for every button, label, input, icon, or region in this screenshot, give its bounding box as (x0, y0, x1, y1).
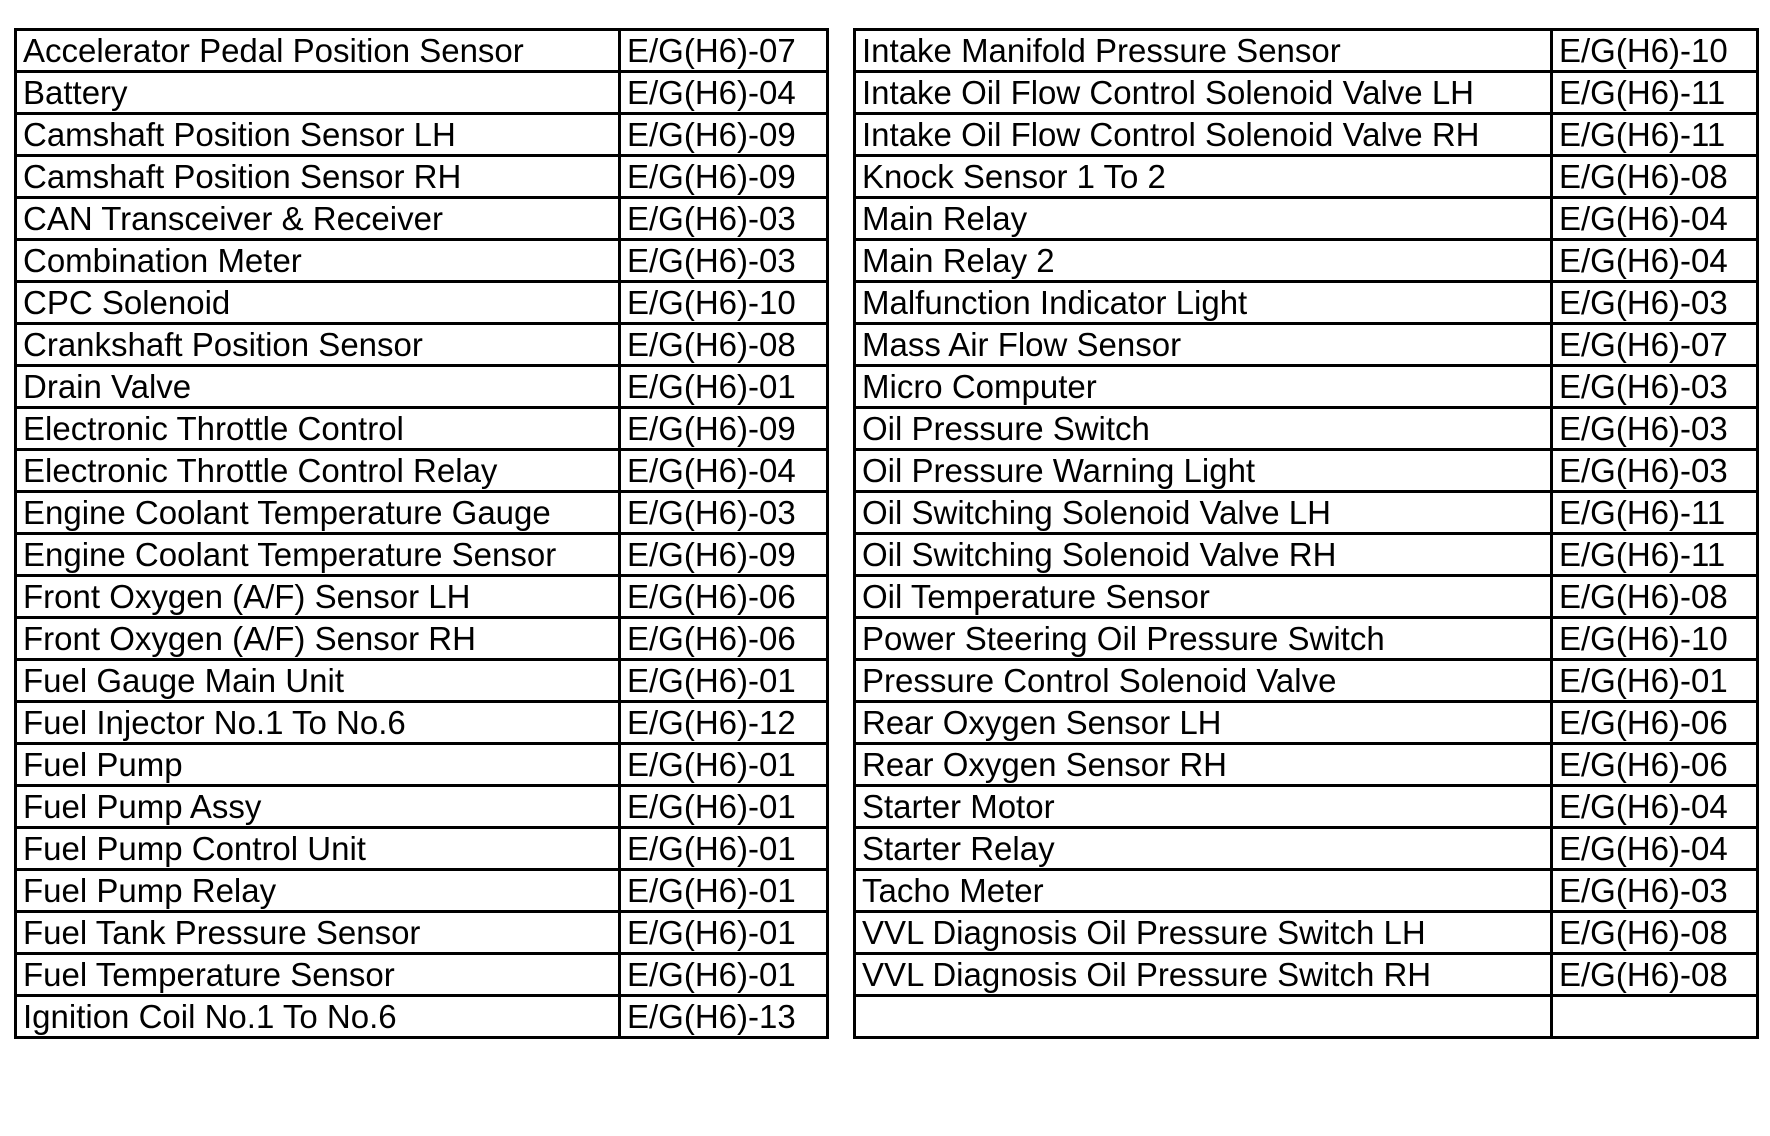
table-row (855, 114, 1758, 156)
diagram-reference-cell (1552, 996, 1758, 1038)
component-name-cell: Fuel Pump Relay (16, 870, 620, 912)
diagram-reference-cell: E/G(H6)-09 (620, 534, 828, 576)
component-name-cell: Electronic Throttle Control Relay (16, 450, 620, 492)
component-name-cell: Electronic Throttle Control (16, 408, 620, 450)
diagram-reference-cell: E/G(H6)-09 (620, 408, 828, 450)
component-name-cell: Fuel Pump (16, 744, 620, 786)
table-row (855, 870, 1758, 912)
table-row (16, 744, 828, 786)
left-table-body (16, 30, 828, 1038)
component-name-cell: Fuel Gauge Main Unit (16, 660, 620, 702)
table-row (855, 744, 1758, 786)
diagram-reference-cell: E/G(H6)-06 (620, 618, 828, 660)
table-row (855, 954, 1758, 996)
diagram-reference-cell: E/G(H6)-03 (620, 240, 828, 282)
table-row (16, 996, 828, 1038)
table-row (16, 954, 828, 996)
table-row (855, 282, 1758, 324)
component-name-cell: Ignition Coil No.1 To No.6 (16, 996, 620, 1038)
component-name-cell: Battery (16, 72, 620, 114)
table-row (16, 534, 828, 576)
component-name-cell: VVL Diagnosis Oil Pressure Switch LH (855, 912, 1552, 954)
table-row (16, 492, 828, 534)
table-row (855, 156, 1758, 198)
diagram-reference-cell: E/G(H6)-01 (620, 870, 828, 912)
table-row (16, 408, 828, 450)
component-name-cell (855, 996, 1552, 1038)
table-row (16, 660, 828, 702)
table-row (16, 324, 828, 366)
component-name-cell: Main Relay (855, 198, 1552, 240)
component-name-cell: Oil Switching Solenoid Valve LH (855, 492, 1552, 534)
component-name-cell: Fuel Injector No.1 To No.6 (16, 702, 620, 744)
table-row (16, 156, 828, 198)
diagram-reference-cell: E/G(H6)-04 (620, 72, 828, 114)
component-name-cell: Drain Valve (16, 366, 620, 408)
diagram-reference-cell: E/G(H6)-10 (620, 282, 828, 324)
table-row (16, 576, 828, 618)
table-row (16, 72, 828, 114)
table-row (16, 828, 828, 870)
component-name-cell: Pressure Control Solenoid Valve (855, 660, 1552, 702)
component-name-cell: Mass Air Flow Sensor (855, 324, 1552, 366)
component-name-cell: Rear Oxygen Sensor RH (855, 744, 1552, 786)
diagram-reference-cell: E/G(H6)-07 (620, 30, 828, 72)
table-row (16, 240, 828, 282)
component-name-cell: Power Steering Oil Pressure Switch (855, 618, 1552, 660)
table-row (855, 618, 1758, 660)
diagram-reference-cell: E/G(H6)-12 (620, 702, 828, 744)
component-name-cell: Oil Temperature Sensor (855, 576, 1552, 618)
component-name-cell: Crankshaft Position Sensor (16, 324, 620, 366)
table-row (16, 198, 828, 240)
diagram-reference-cell: E/G(H6)-03 (1552, 408, 1758, 450)
diagram-reference-cell: E/G(H6)-11 (1552, 534, 1758, 576)
diagram-reference-cell: E/G(H6)-10 (1552, 30, 1758, 72)
diagram-reference-cell: E/G(H6)-09 (620, 114, 828, 156)
diagram-reference-cell: E/G(H6)-07 (1552, 324, 1758, 366)
table-row (16, 366, 828, 408)
table-row (855, 408, 1758, 450)
table-row (855, 912, 1758, 954)
diagram-reference-cell: E/G(H6)-11 (1552, 492, 1758, 534)
table-row (855, 534, 1758, 576)
diagram-reference-cell: E/G(H6)-11 (1552, 114, 1758, 156)
diagram-reference-cell: E/G(H6)-03 (1552, 366, 1758, 408)
table-row (855, 198, 1758, 240)
table-row (16, 30, 828, 72)
diagram-reference-cell: E/G(H6)-03 (620, 198, 828, 240)
component-name-cell: Rear Oxygen Sensor LH (855, 702, 1552, 744)
diagram-reference-cell: E/G(H6)-09 (620, 156, 828, 198)
component-name-cell: Front Oxygen (A/F) Sensor RH (16, 618, 620, 660)
diagram-reference-cell: E/G(H6)-11 (1552, 72, 1758, 114)
component-name-cell: Tacho Meter (855, 870, 1552, 912)
table-row (855, 324, 1758, 366)
component-name-cell: Accelerator Pedal Position Sensor (16, 30, 620, 72)
diagram-reference-cell: E/G(H6)-01 (620, 660, 828, 702)
diagram-reference-cell: E/G(H6)-04 (620, 450, 828, 492)
left-index-table (14, 28, 829, 1039)
diagram-reference-cell: E/G(H6)-03 (620, 492, 828, 534)
table-row (855, 492, 1758, 534)
diagram-reference-cell: E/G(H6)-08 (620, 324, 828, 366)
diagram-reference-cell: E/G(H6)-08 (1552, 156, 1758, 198)
component-name-cell: Micro Computer (855, 366, 1552, 408)
right-table-body (855, 30, 1758, 1038)
component-name-cell: Fuel Temperature Sensor (16, 954, 620, 996)
diagram-reference-cell: E/G(H6)-08 (1552, 576, 1758, 618)
diagram-reference-cell: E/G(H6)-01 (620, 912, 828, 954)
table-row (16, 912, 828, 954)
diagram-reference-cell: E/G(H6)-04 (1552, 786, 1758, 828)
component-name-cell: Knock Sensor 1 To 2 (855, 156, 1552, 198)
component-name-cell: Intake Oil Flow Control Solenoid Valve RH (855, 114, 1552, 156)
diagram-reference-cell: E/G(H6)-01 (1552, 660, 1758, 702)
component-name-cell: Front Oxygen (A/F) Sensor LH (16, 576, 620, 618)
table-row (16, 702, 828, 744)
diagram-reference-cell: E/G(H6)-01 (620, 744, 828, 786)
diagram-reference-cell: E/G(H6)-01 (620, 828, 828, 870)
table-row (855, 702, 1758, 744)
diagram-reference-cell: E/G(H6)-03 (1552, 282, 1758, 324)
diagram-reference-cell: E/G(H6)-01 (620, 366, 828, 408)
diagram-reference-cell: E/G(H6)-01 (620, 786, 828, 828)
table-row (855, 450, 1758, 492)
component-name-cell: Oil Switching Solenoid Valve RH (855, 534, 1552, 576)
diagram-reference-cell: E/G(H6)-08 (1552, 912, 1758, 954)
diagram-reference-cell: E/G(H6)-04 (1552, 828, 1758, 870)
diagram-reference-cell: E/G(H6)-06 (1552, 702, 1758, 744)
table-row (855, 996, 1758, 1038)
diagram-reference-cell: E/G(H6)-03 (1552, 450, 1758, 492)
table-row (16, 450, 828, 492)
table-row (16, 870, 828, 912)
table-row (855, 366, 1758, 408)
component-name-cell: VVL Diagnosis Oil Pressure Switch RH (855, 954, 1552, 996)
diagram-reference-cell: E/G(H6)-06 (620, 576, 828, 618)
diagram-reference-cell: E/G(H6)-03 (1552, 870, 1758, 912)
diagram-reference-cell: E/G(H6)-13 (620, 996, 828, 1038)
component-name-cell: Camshaft Position Sensor LH (16, 114, 620, 156)
diagram-reference-cell: E/G(H6)-01 (620, 954, 828, 996)
component-name-cell: Intake Manifold Pressure Sensor (855, 30, 1552, 72)
right-index-table (853, 28, 1759, 1039)
table-row (16, 786, 828, 828)
table-row (16, 618, 828, 660)
diagram-reference-cell: E/G(H6)-04 (1552, 240, 1758, 282)
component-name-cell: CAN Transceiver & Receiver (16, 198, 620, 240)
table-row (855, 30, 1758, 72)
table-row (855, 576, 1758, 618)
component-name-cell: Engine Coolant Temperature Sensor (16, 534, 620, 576)
diagram-reference-cell: E/G(H6)-06 (1552, 744, 1758, 786)
component-name-cell: Main Relay 2 (855, 240, 1552, 282)
table-row (855, 828, 1758, 870)
component-name-cell: Starter Motor (855, 786, 1552, 828)
component-name-cell: CPC Solenoid (16, 282, 620, 324)
table-row (16, 282, 828, 324)
diagram-reference-cell: E/G(H6)-04 (1552, 198, 1758, 240)
component-name-cell: Fuel Pump Control Unit (16, 828, 620, 870)
component-name-cell: Oil Pressure Warning Light (855, 450, 1552, 492)
diagram-reference-cell: E/G(H6)-10 (1552, 618, 1758, 660)
component-name-cell: Oil Pressure Switch (855, 408, 1552, 450)
table-row (855, 72, 1758, 114)
component-name-cell: Starter Relay (855, 828, 1552, 870)
component-name-cell: Fuel Pump Assy (16, 786, 620, 828)
component-name-cell: Fuel Tank Pressure Sensor (16, 912, 620, 954)
component-name-cell: Engine Coolant Temperature Gauge (16, 492, 620, 534)
component-name-cell: Malfunction Indicator Light (855, 282, 1552, 324)
table-row (855, 660, 1758, 702)
table-row (855, 240, 1758, 282)
component-name-cell: Intake Oil Flow Control Solenoid Valve LH (855, 72, 1552, 114)
component-name-cell: Combination Meter (16, 240, 620, 282)
diagram-reference-cell: E/G(H6)-08 (1552, 954, 1758, 996)
table-row (855, 786, 1758, 828)
table-row (16, 114, 828, 156)
component-name-cell: Camshaft Position Sensor RH (16, 156, 620, 198)
